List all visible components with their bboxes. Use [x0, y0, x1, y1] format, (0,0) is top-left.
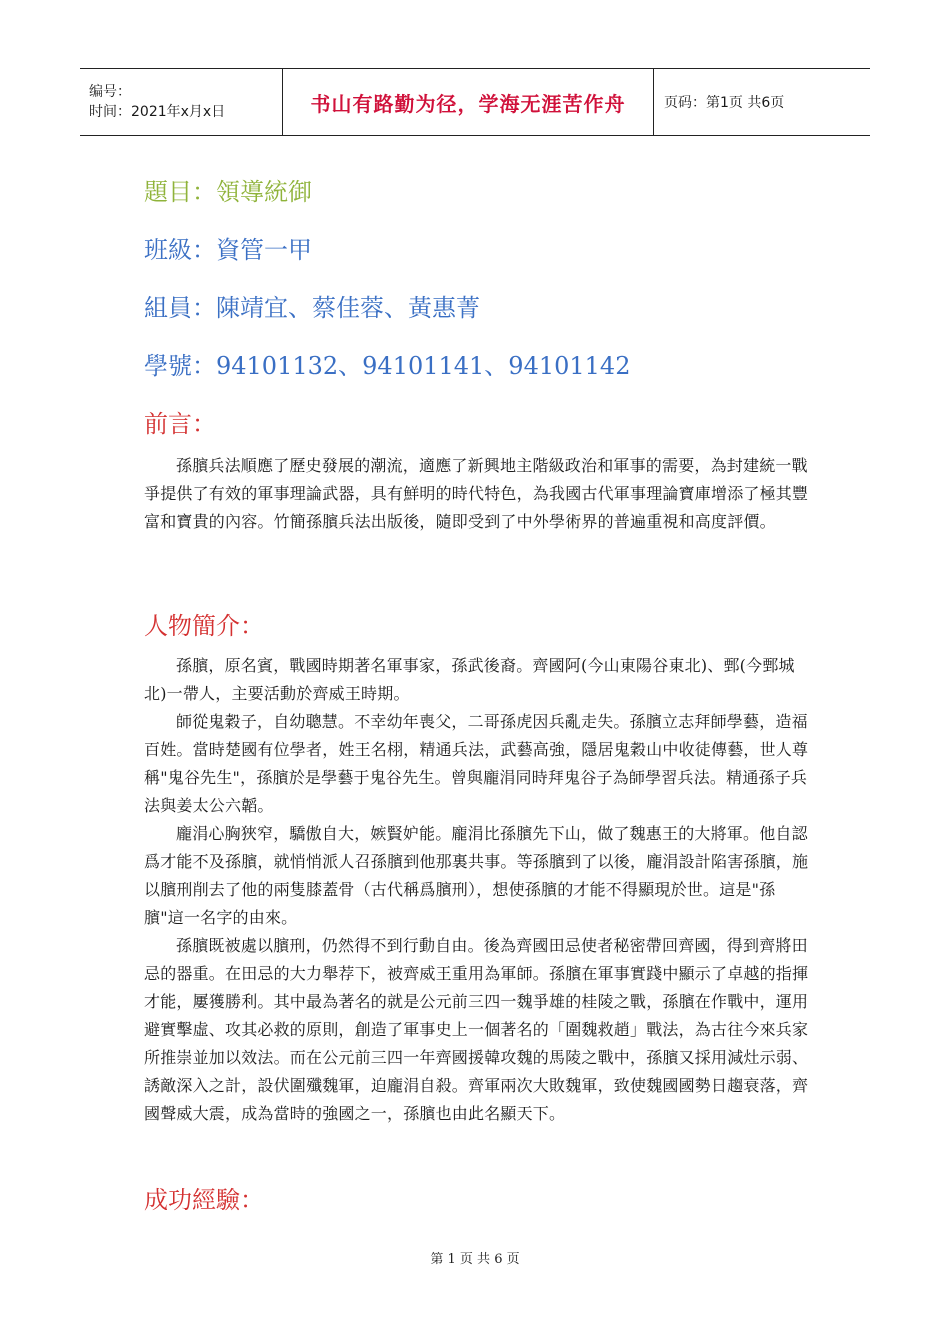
time-label: 时间：2021年x月x日 [89, 104, 226, 120]
profile-paragraph-2: 師從鬼穀子，自幼聰慧。不幸幼年喪父，二哥孫虎因兵亂走失。孫臏立志拜師學藝，造福百姓。當時楚國有位學者，姓王名栩，精通兵法，武藝高強，隱居鬼穀山中收徒傳藝，世人尊稱"鬼谷先生"，孫臏於是學藝于鬼谷先生。曾與龐涓同時拜鬼谷子為師學習兵法。精通孫子兵法與姜太公六韜。 [144, 712, 809, 815]
members-line: 組員：陳靖宜、蔡佳蓉、黃惠菁 [144, 294, 480, 322]
number-label: 编号： [89, 84, 131, 100]
class-line: 班級：資管一甲 [144, 236, 312, 264]
preface-heading: 前言： [144, 410, 216, 438]
page-footer: 第 1 页 共 6 页 [430, 1252, 520, 1267]
student-id-line: 學號：94101132、94101141、94101142 [144, 352, 631, 380]
profile-heading: 人物簡介： [144, 612, 264, 640]
header-motto-cell [282, 69, 654, 135]
preface-paragraph: 孫臏兵法順應了歷史發展的潮流，適應了新興地主階級政治和軍事的需要，為封建統一戰爭提供了有效的軍事理論武器，具有鮮明的時代特色，為我國古代軍事理論寶庫增添了極其豐富和寶貴的內容。竹簡孫臏兵法出版後，隨即受到了中外學術界的普遍重視和高度評價。 [144, 456, 809, 531]
profile-paragraph-3: 龐涓心胸狹窄，驕傲自大，嫉賢妒能。龐涓比孫臏先下山，做了魏惠王的大將軍。他自認爲才能不及孫臏，就悄悄派人召孫臏到他那裏共事。等孫臏到了以後，龐涓設計陷害孫臏，施以臏刑削去了他的兩隻膝蓋骨（古代稱爲臏刑），想使孫臏的才能不得顯現於世。這是"孫臏"這一名字的由來。 [144, 824, 809, 927]
header-info-cell [80, 69, 282, 135]
motto-text: 书山有路勤为径，学海无涯苦作舟 [310, 91, 626, 116]
success-heading: 成功經驗： [144, 1186, 264, 1214]
header-page-cell [654, 69, 784, 135]
profile-paragraph-1: 孫臏，原名賓，戰國時期著名軍事家，孫武後裔。齊國阿(今山東陽谷東北)、鄄(今鄄城北)一帶人，主要活動於齊威王時期。 [144, 656, 795, 703]
report-title: 題目：領導統御 [144, 178, 312, 206]
page-label: 页码：第1页 共6页 [664, 95, 785, 111]
page-header [80, 68, 870, 136]
profile-paragraph-4: 孫臏既被處以臏刑，仍然得不到行動自由。後為齊國田忌使者秘密帶回齊國，得到齊將田忌的器重。在田忌的大力舉荐下，被齊威王重用為軍師。孫臏在軍事實踐中顯示了卓越的指揮才能，屢獲勝利。其中最為著名的就是公元前三四一魏爭雄的桂陵之戰，孫臏在作戰中，運用避實擊虛、攻其必救的原則，創造了軍事史上一個著名的「圍魏救趙」戰法，為古往今來兵家所推崇並加以效法。而在公元前三四一年齊國援韓攻魏的馬陵之戰中，孫臏又採用減灶示弱、誘敵深入之計，設伏圍殲魏軍，迫龐涓自殺。齊軍兩次大敗魏軍，致使魏國國勢日趨衰落，齊國聲威大震，成為當時的強國之一，孫臏也由此名顯天下。 [144, 936, 809, 1123]
